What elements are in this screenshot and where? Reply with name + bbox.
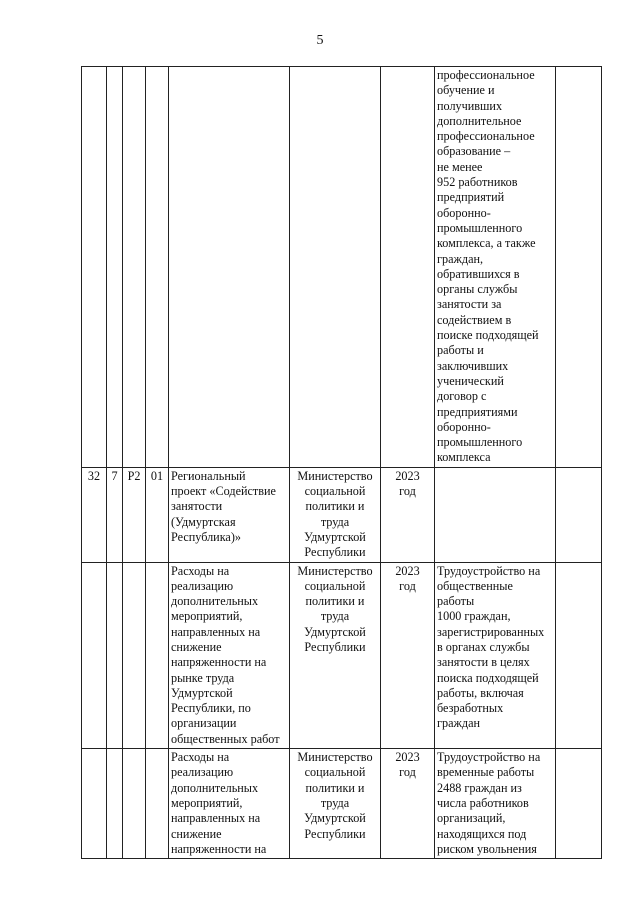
cell-code-a (107, 67, 123, 468)
cell-line: реализацию (171, 765, 234, 780)
cell-line: рынке труда (171, 670, 235, 685)
cell-executor (290, 67, 381, 468)
cell-line: мероприятий, (171, 609, 243, 624)
cell-line: 1000 граждан, (437, 609, 511, 624)
cell-code-c (146, 67, 169, 468)
cell-line: занятости за (437, 297, 502, 312)
cell-name (169, 467, 290, 562)
cell-line: обратившихся в (437, 266, 520, 281)
cell-line: оборонно- (437, 419, 491, 434)
cell-line: Трудоустройство на (437, 563, 541, 578)
cell-result (435, 67, 556, 468)
cell-line: 2023 (395, 468, 420, 483)
cell-line: Удмуртской (171, 685, 233, 700)
cell-line: общественных работ (171, 731, 280, 746)
cell-code-b: P2 (123, 467, 146, 562)
cell-executor (290, 467, 381, 562)
cell-year (381, 562, 435, 749)
cell-line: общественные (437, 578, 513, 593)
cell-line: труда (320, 514, 350, 529)
cell-line: занятости (171, 499, 223, 514)
cell-line: граждан, (437, 251, 484, 266)
cell-code-c: 01 (146, 467, 169, 562)
cell-line: политики и (305, 780, 365, 795)
cell-result (435, 562, 556, 749)
cell-line: политики и (305, 499, 365, 514)
program-table (81, 66, 602, 859)
cell-line: Удмуртской (304, 624, 366, 639)
cell-line: временные работы (437, 765, 535, 780)
cell-line: договор с (437, 389, 487, 404)
cell-line: (Удмуртская (171, 514, 236, 529)
cell-line: Расходы на (171, 750, 230, 765)
cell-line: Расходы на (171, 563, 230, 578)
cell-line: профессиональное (437, 68, 535, 82)
cell-line: Республики (304, 639, 366, 654)
cell-line: направленных на (171, 811, 261, 826)
cell-line: дополнительных (171, 780, 259, 795)
cell-line: год (399, 578, 416, 593)
cell-line: 2488 граждан из (437, 780, 522, 795)
cell-line: работы (437, 594, 475, 609)
cell-line: дополнительное (437, 113, 522, 128)
cell-line: социальной (304, 484, 366, 499)
cell-line: организации (171, 716, 237, 731)
table-row (82, 562, 602, 749)
cell-line: снижение (171, 826, 222, 841)
cell-row-number (82, 749, 107, 859)
cell-line: Удмуртской (304, 811, 366, 826)
cell-line: комплекса, а также (437, 236, 536, 251)
cell-extra (556, 67, 602, 468)
cell-line: 2023 (395, 750, 420, 765)
cell-line: Министерство (297, 563, 373, 578)
table-row (82, 67, 602, 468)
cell-line: социальной (304, 765, 366, 780)
cell-code-c (146, 749, 169, 859)
cell-line: безработных (437, 701, 504, 716)
cell-result (435, 749, 556, 859)
cell-line: промышленного (437, 220, 523, 235)
cell-line: в органах службы (437, 639, 530, 654)
cell-result (435, 467, 556, 562)
cell-line: снижение (171, 639, 222, 654)
cell-line: занятости в целях (437, 655, 530, 670)
cell-line: промышленного (437, 435, 523, 450)
cell-line: организаций, (437, 811, 506, 826)
cell-code-a: 7 (107, 467, 123, 562)
cell-extra (556, 562, 602, 749)
cell-line: Республика)» (171, 529, 241, 544)
cell-line: труда (320, 609, 350, 624)
cell-line: 2023 (395, 563, 420, 578)
cell-name (169, 749, 290, 859)
cell-line: 952 работников (437, 175, 518, 190)
cell-code-b (123, 562, 146, 749)
cell-year (381, 749, 435, 859)
cell-line: риском увольнения (437, 841, 537, 856)
cell-line: числа работников (437, 795, 529, 810)
cell-line: органы службы (437, 282, 518, 297)
cell-line: мероприятий, (171, 795, 243, 810)
cell-line: оборонно- (437, 205, 491, 220)
cell-line: комплекса (437, 450, 491, 465)
cell-line: Удмуртской (304, 529, 366, 544)
cell-line: дополнительных (171, 594, 259, 609)
cell-line: социальной (304, 578, 366, 593)
cell-line: образование – (437, 144, 511, 159)
cell-row-number (82, 562, 107, 749)
cell-line: Министерство (297, 750, 373, 765)
cell-extra (556, 749, 602, 859)
cell-line: год (399, 765, 416, 780)
cell-line: работы, включая (437, 685, 524, 700)
cell-code-a (107, 562, 123, 749)
cell-line: профессиональное (437, 129, 535, 144)
cell-code-b (123, 67, 146, 468)
cell-line: Региональный (171, 468, 246, 483)
cell-executor (290, 749, 381, 859)
cell-line: содействием в (437, 312, 512, 327)
cell-line: напряженности на (171, 841, 267, 856)
cell-row-number: 32 (82, 467, 107, 562)
cell-line: получивших (437, 98, 503, 113)
cell-line: предприятиями (437, 404, 518, 419)
cell-code-b (123, 749, 146, 859)
cell-line: работы и (437, 343, 484, 358)
cell-line: Трудоустройство на (437, 750, 541, 765)
cell-executor (290, 562, 381, 749)
cell-line: проект «Содействие (171, 484, 276, 499)
cell-code-a (107, 749, 123, 859)
cell-line: не менее (437, 159, 483, 174)
cell-line: труда (320, 795, 350, 810)
cell-line: поиска подходящей (437, 670, 539, 685)
cell-line: год (399, 484, 416, 499)
cell-line: напряженности на (171, 655, 267, 670)
cell-extra (556, 467, 602, 562)
cell-year (381, 467, 435, 562)
cell-line: Республики (304, 826, 366, 841)
cell-line: предприятий (437, 190, 505, 205)
cell-line: заключивших (437, 358, 509, 373)
cell-line: Республики (304, 545, 366, 560)
cell-line: реализацию (171, 578, 234, 593)
cell-code-c (146, 562, 169, 749)
cell-line: обучение и (437, 83, 495, 98)
cell-line: граждан (437, 716, 481, 731)
table-row (82, 467, 602, 562)
cell-line: находящихся под (437, 826, 527, 841)
cell-line: политики и (305, 594, 365, 609)
page-number: 5 (316, 33, 324, 48)
cell-line: зарегистрированных (437, 624, 545, 639)
cell-line: поиске подходящей (437, 328, 539, 343)
cell-line: Министерство (297, 468, 373, 483)
cell-year (381, 67, 435, 468)
table-row (82, 749, 602, 859)
cell-line: направленных на (171, 624, 261, 639)
cell-line: ученический (437, 373, 504, 388)
cell-row-number (82, 67, 107, 468)
cell-name (169, 562, 290, 749)
cell-name (169, 67, 290, 468)
cell-line: Республики, по (171, 701, 251, 716)
